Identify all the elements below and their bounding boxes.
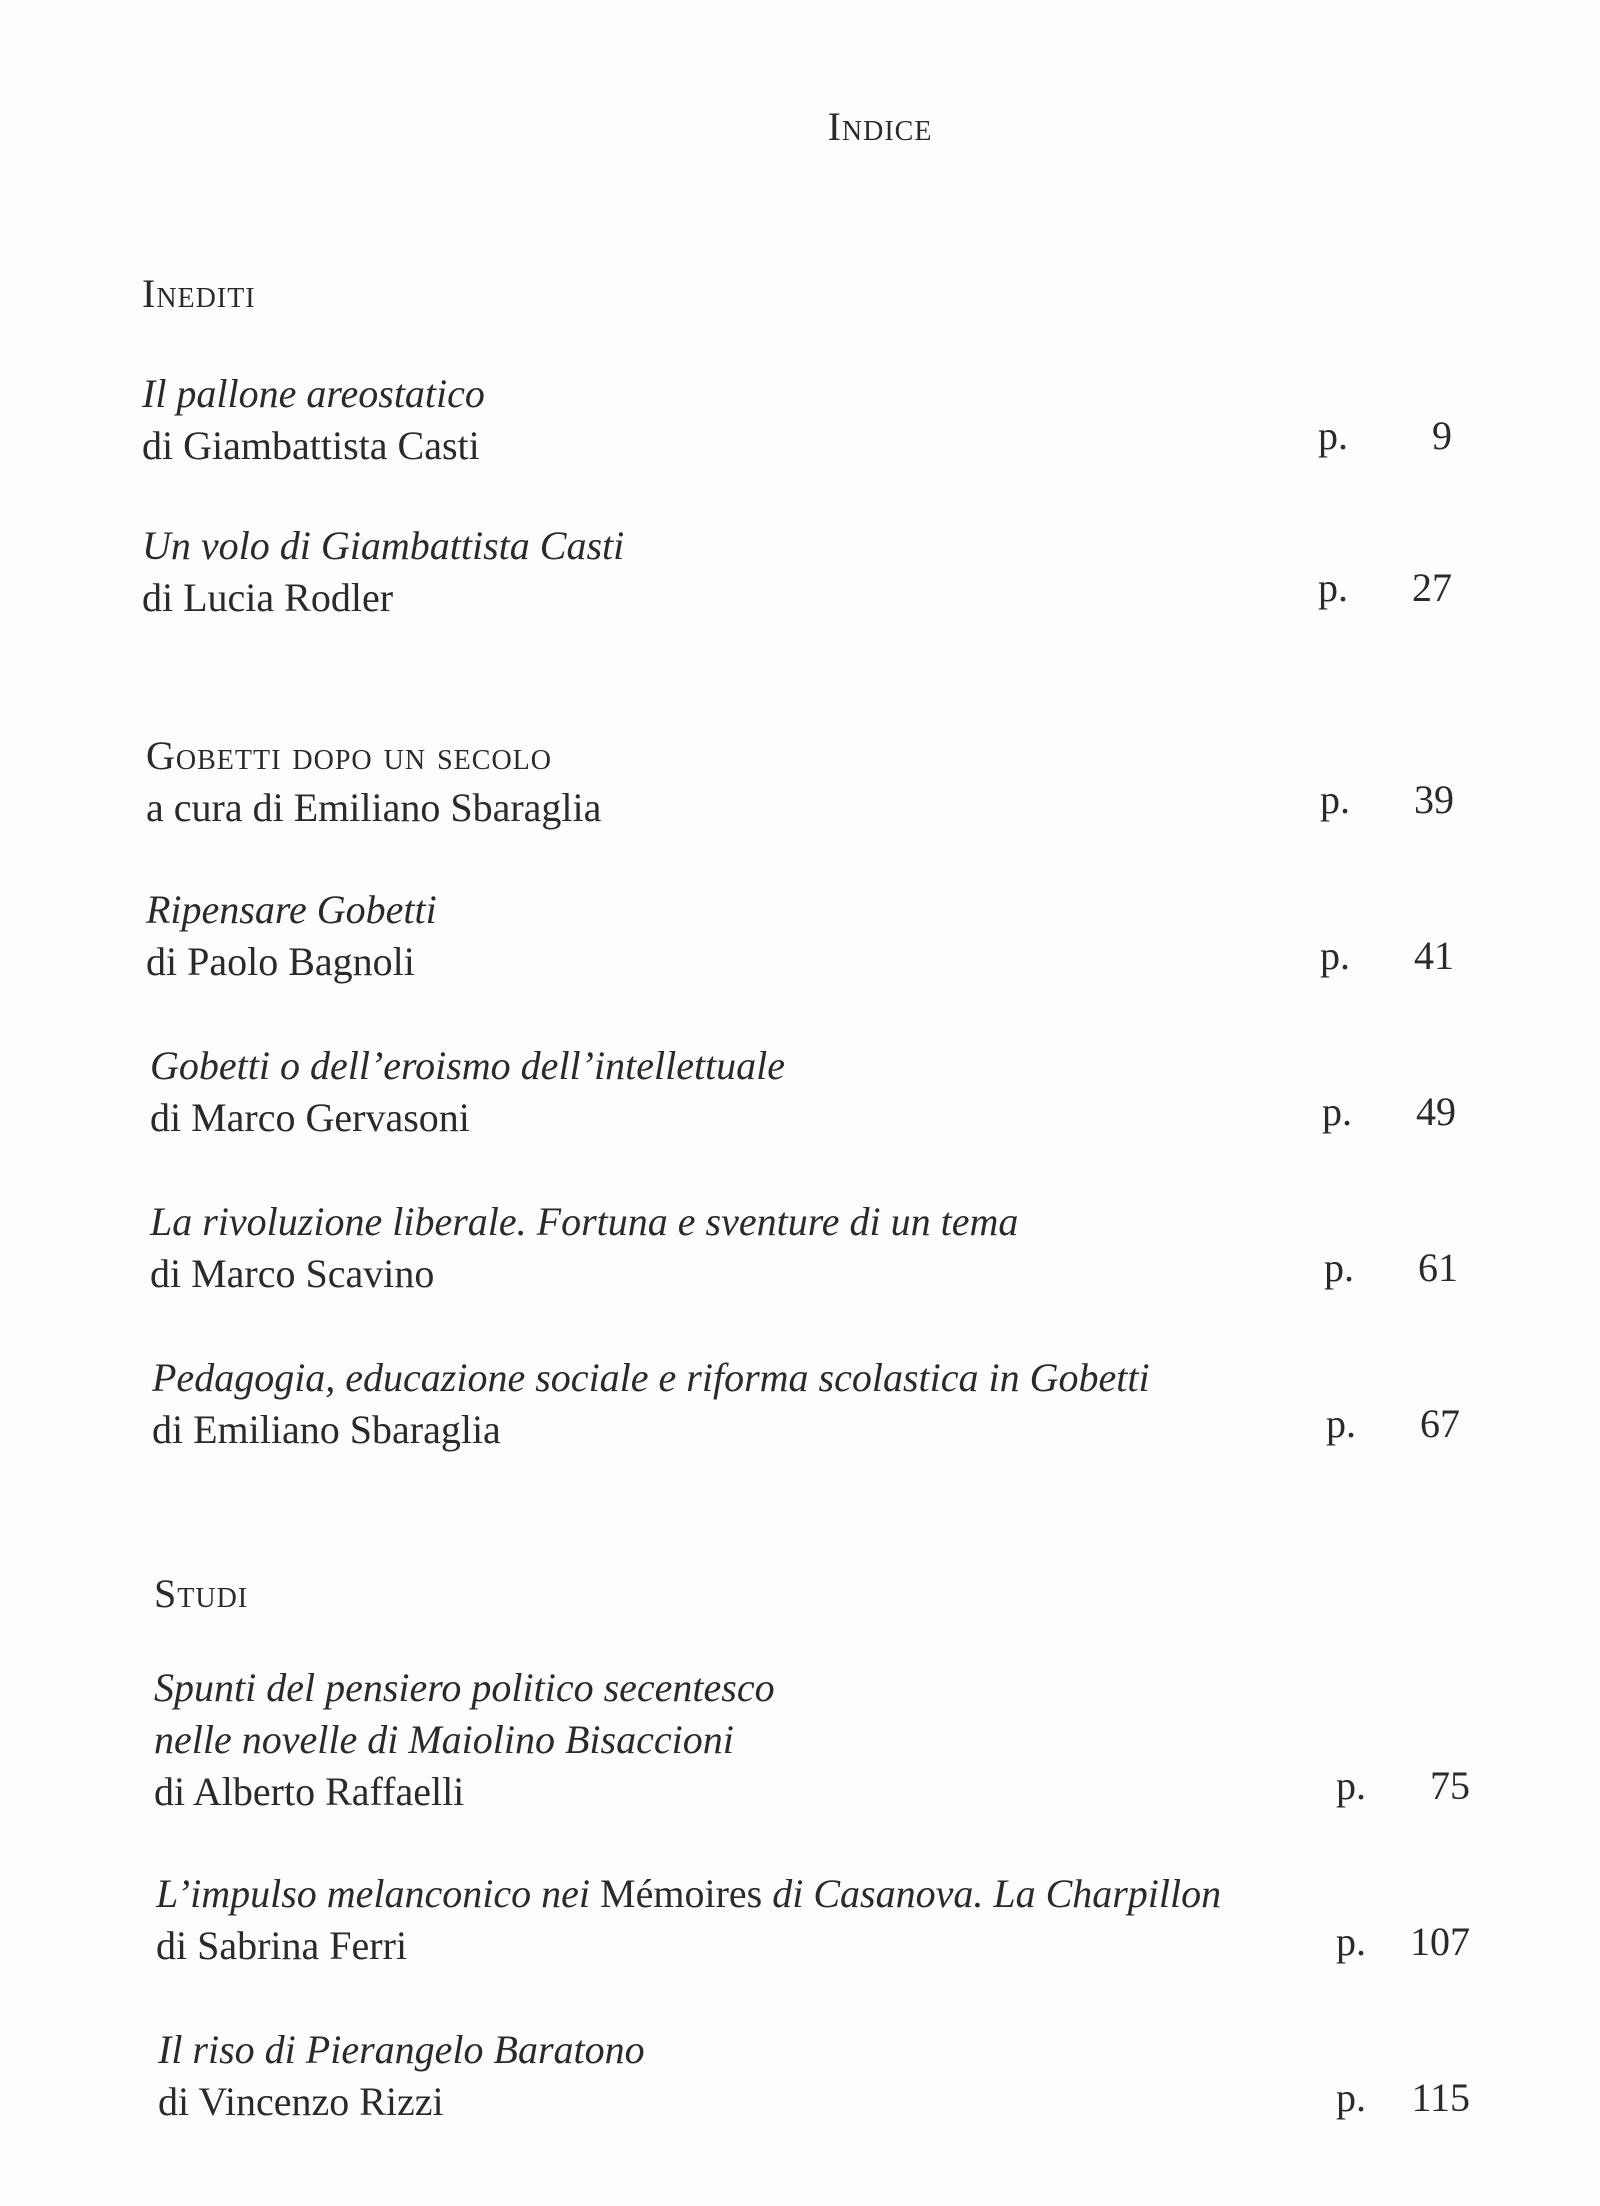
page-label: p.	[1322, 1089, 1352, 1134]
toc-entry	[152, 1352, 1452, 1456]
page-reference	[1320, 932, 1454, 979]
page-reference	[1324, 1244, 1458, 1291]
toc-entry	[146, 884, 1446, 988]
entry-author: di Emiliano Sbaraglia	[152, 1407, 501, 1452]
page-number: 27	[1412, 565, 1452, 610]
page-number: 115	[1411, 2075, 1470, 2120]
section-heading-inediti: Inediti	[142, 271, 256, 316]
page-number: 107	[1410, 1919, 1470, 1964]
entry-title-part-2: Mémoires	[600, 1871, 763, 1916]
entry-title-line-2: nelle novelle di Maiolino Bisaccioni	[154, 1717, 734, 1762]
toc-entry	[156, 1868, 1456, 1972]
page-label: p.	[1318, 413, 1348, 458]
entry-title	[156, 1868, 1456, 1920]
entry-title: Il pallone areostatico	[142, 371, 485, 416]
entry-author: di Marco Scavino	[150, 1251, 435, 1296]
page-title: Indice	[827, 104, 933, 149]
page-reference	[1320, 776, 1454, 823]
entry-title: Pedagogia, educazione sociale e riforma scolastica in Gobetti	[152, 1355, 1150, 1400]
entry-title-line-1: Spunti del pensiero politico secentesco	[154, 1665, 775, 1710]
entry-title: Il riso di Pierangelo Baratono	[158, 2027, 645, 2072]
page-label: p.	[1318, 565, 1348, 610]
page-reference	[1318, 412, 1452, 459]
toc-entry-section-curated	[146, 730, 1446, 834]
page-reference	[1336, 1918, 1470, 1965]
page-number: 67	[1420, 1401, 1460, 1446]
entry-title: Un volo di Giambattista Casti	[142, 523, 625, 568]
section-curator: a cura di Emiliano Sbaraglia	[146, 785, 602, 830]
page-label: p.	[1336, 1919, 1366, 1964]
page-number: 75	[1430, 1763, 1470, 1808]
page-label: p.	[1336, 1763, 1366, 1808]
page-number: 49	[1416, 1089, 1456, 1134]
entry-title: Gobetti o dell’eroismo dell’intellettuale	[150, 1043, 786, 1088]
entry-author: di Sabrina Ferri	[156, 1923, 408, 1968]
entry-author: di Giambattista Casti	[142, 423, 480, 468]
page-number: 9	[1432, 413, 1452, 458]
page-reference	[1336, 1762, 1470, 1809]
entry-author: di Vincenzo Rizzi	[158, 2079, 444, 2124]
entry-title: La rivoluzione liberale. Fortuna e sventure di un tema	[150, 1199, 1019, 1244]
toc-entry	[150, 1040, 1450, 1144]
toc-entry	[142, 520, 1442, 624]
toc-entry	[158, 2024, 1458, 2128]
entry-title: Ripensare Gobetti	[146, 887, 437, 932]
entry-author: di Lucia Rodler	[142, 575, 394, 620]
toc-entry	[150, 1196, 1450, 1300]
toc-entry	[142, 368, 1442, 472]
toc-entry	[154, 1662, 1454, 1818]
entry-author: di Marco Gervasoni	[150, 1095, 470, 1140]
entry-author: di Paolo Bagnoli	[146, 939, 415, 984]
page-reference	[1326, 1400, 1460, 1447]
page-label: p.	[1320, 933, 1350, 978]
section-heading-gobetti: Gobetti dopo un secolo	[146, 733, 552, 778]
entry-author: di Alberto Raffaelli	[154, 1769, 465, 1814]
page-label: p.	[1324, 1245, 1354, 1290]
section-heading-studi: Studi	[154, 1571, 249, 1616]
page-reference	[1336, 2074, 1470, 2121]
page-label: p.	[1326, 1401, 1356, 1446]
page-reference	[1318, 564, 1452, 611]
page-number: 61	[1418, 1245, 1458, 1290]
page-label: p.	[1320, 777, 1350, 822]
page-number: 39	[1414, 777, 1454, 822]
page-reference	[1322, 1088, 1456, 1135]
page-label: p.	[1336, 2075, 1366, 2120]
entry-title-part-3: di Casanova. La Charpillon	[762, 1871, 1222, 1916]
page-number: 41	[1414, 933, 1454, 978]
entry-title-part-1: L’impulso melanconico nei	[156, 1871, 601, 1916]
